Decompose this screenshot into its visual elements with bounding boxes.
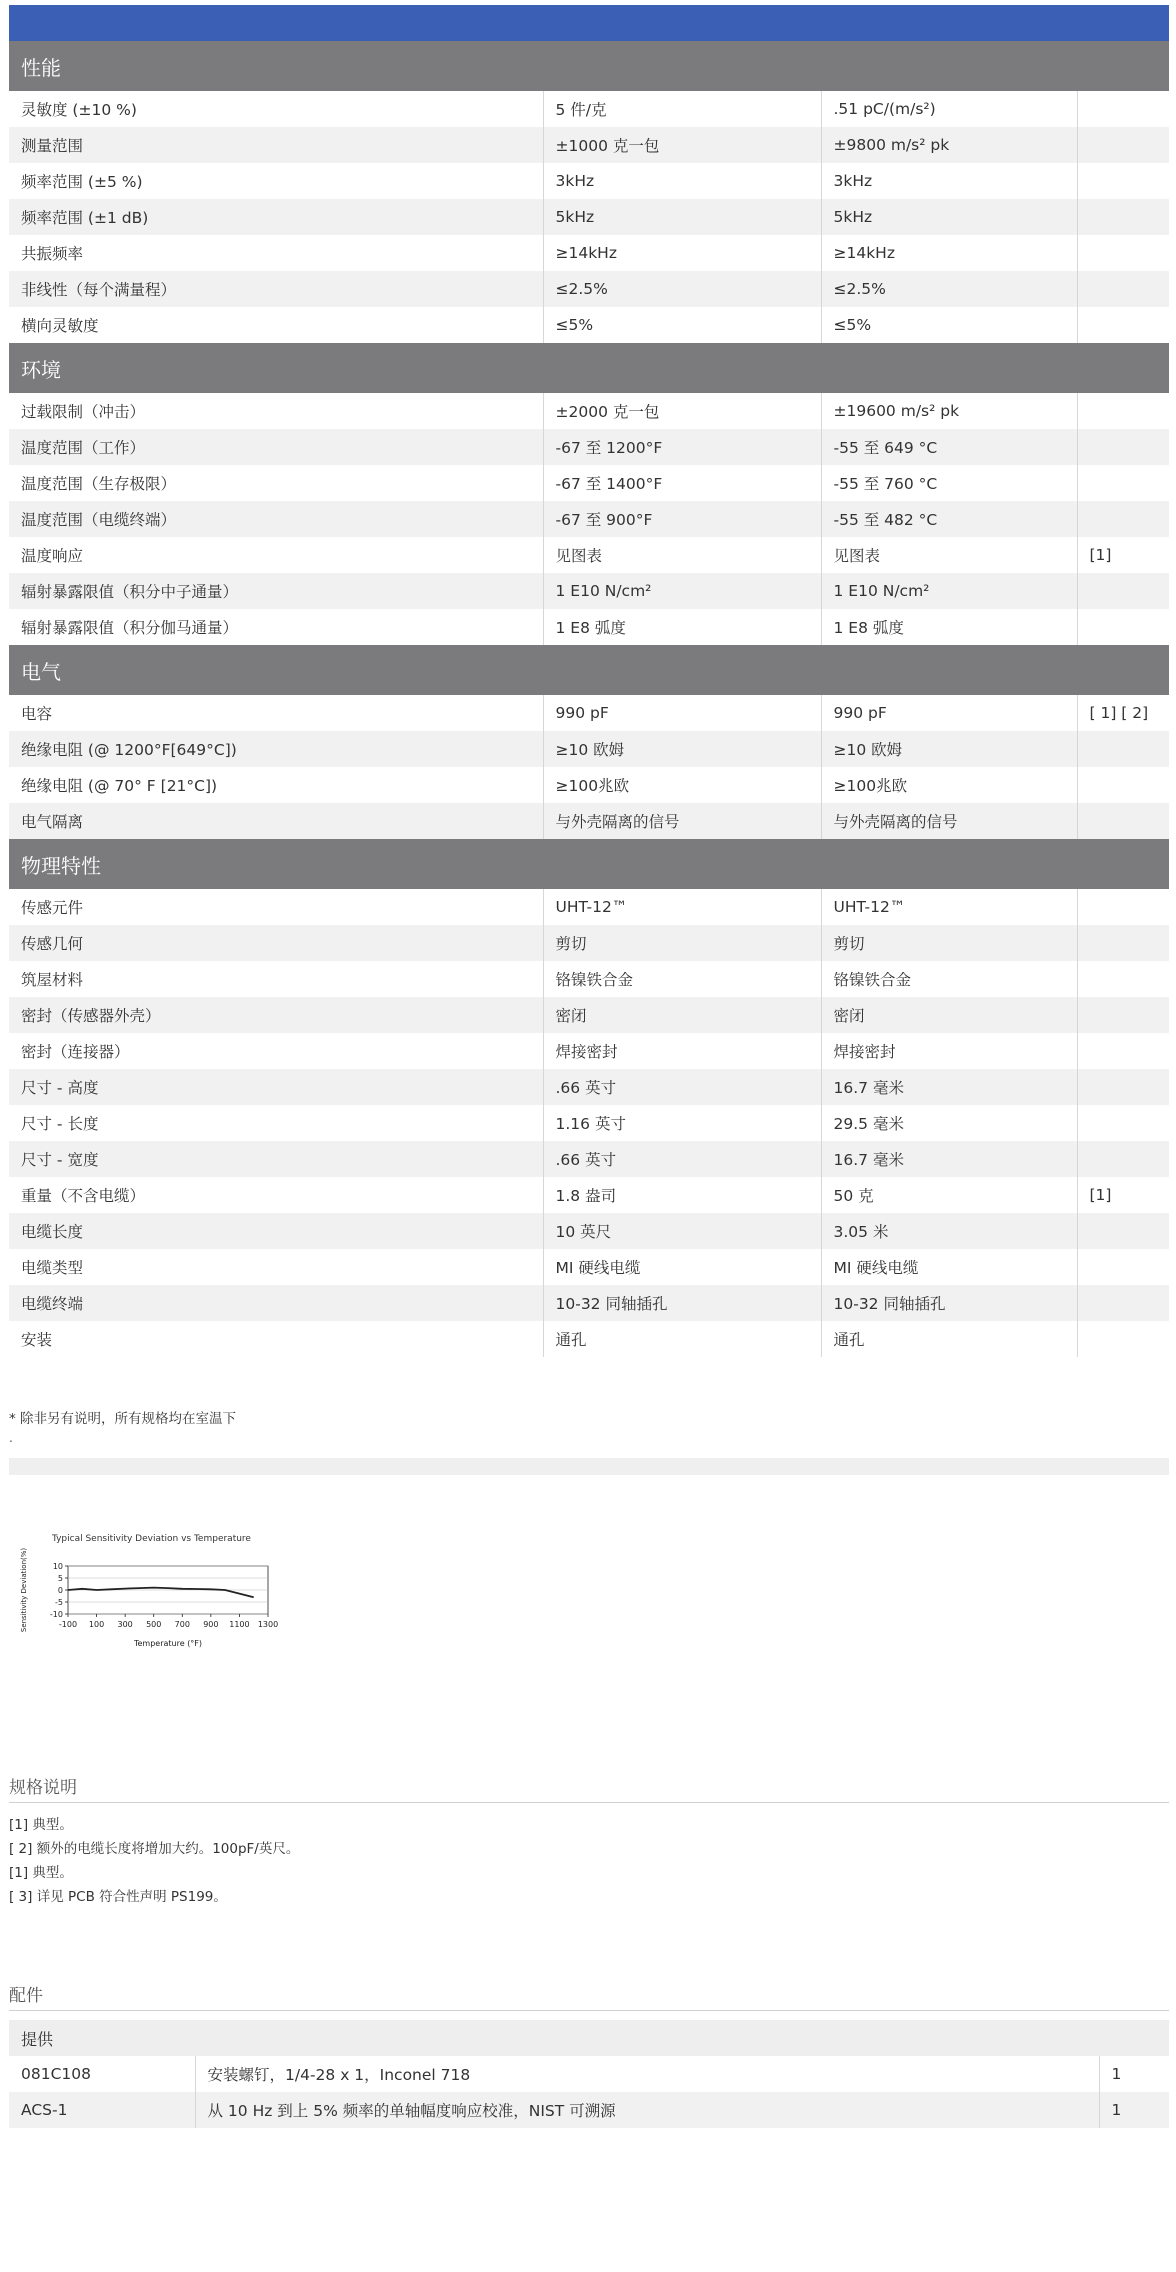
note-item: [1] 典型。 (9, 1817, 73, 1833)
spec-label: 温度范围（生存极限） (9, 465, 543, 501)
spec-value-imperial: -67 至 1200°F (543, 429, 821, 465)
accessories-table (9, 2020, 1169, 2128)
spec-label: 频率范围 (±5 %) (9, 163, 543, 199)
spec-value-imperial: ≤2.5% (543, 271, 821, 307)
section-header (9, 839, 1169, 889)
table-row (9, 573, 1169, 609)
footnote-block (9, 1408, 1169, 1444)
accessory-row (9, 2092, 1169, 2128)
spec-value-imperial: 与外壳隔离的信号 (543, 803, 821, 839)
spec-value-imperial: ±1000 克一包 (543, 127, 821, 163)
spec-note-ref (1077, 997, 1169, 1033)
temperature-chart (18, 1530, 298, 1666)
table-row (9, 767, 1169, 803)
accessory-model: ACS-1 (9, 2092, 195, 2128)
spec-label: 绝缘电阻 (@ 1200°F[649°C]) (9, 731, 543, 767)
spec-note-ref (1077, 1033, 1169, 1069)
spec-value-metric: ≤2.5% (821, 271, 1077, 307)
spec-value-imperial: 5kHz (543, 199, 821, 235)
spec-label: 测量范围 (9, 127, 543, 163)
table-row (9, 537, 1169, 573)
spec-note-ref: [ 1] [ 2] (1077, 695, 1169, 731)
notes-heading: 规格说明 (9, 1774, 1169, 1803)
spec-value-metric: 5kHz (821, 199, 1077, 235)
spec-label: 传感元件 (9, 889, 543, 925)
table-row (9, 1213, 1169, 1249)
spec-label: 电缆长度 (9, 1213, 543, 1249)
table-row (9, 307, 1169, 343)
spec-value-imperial: 3kHz (543, 163, 821, 199)
spec-note-ref (1077, 889, 1169, 925)
spec-label: 电缆终端 (9, 1285, 543, 1321)
spec-label: 共振频率 (9, 235, 543, 271)
spec-value-metric: 1 E10 N/cm² (821, 573, 1077, 609)
spec-value-imperial: 990 pF (543, 695, 821, 731)
spec-note-ref (1077, 271, 1169, 307)
accessory-quantity: 1 (1111, 2065, 1122, 2083)
spec-value-metric: 50 克 (821, 1177, 1077, 1213)
spec-value-imperial: 通孔 (543, 1321, 821, 1357)
spec-label: 安装 (9, 1321, 543, 1357)
spec-value-imperial: 10-32 同轴插孔 (543, 1285, 821, 1321)
spec-note-ref (1077, 925, 1169, 961)
spec-value-metric: 990 pF (821, 695, 1077, 731)
spec-value-metric: 3.05 米 (821, 1213, 1077, 1249)
spec-note-ref (1077, 393, 1169, 429)
spec-value-imperial: 剪切 (543, 925, 821, 961)
table-row (9, 1069, 1169, 1105)
section-header (9, 343, 1169, 393)
spec-value-imperial: 1.16 英寸 (543, 1105, 821, 1141)
spec-value-metric: 与外壳隔离的信号 (821, 803, 1077, 839)
spec-label: 尺寸 - 宽度 (9, 1141, 543, 1177)
table-row (9, 429, 1169, 465)
spec-value-imperial: ≥14kHz (543, 235, 821, 271)
spec-note-ref (1077, 731, 1169, 767)
spec-note-ref (1077, 1069, 1169, 1105)
spec-value-metric: 3kHz (821, 163, 1077, 199)
spec-label: 电气隔离 (9, 803, 543, 839)
spec-value-imperial: .66 英寸 (543, 1141, 821, 1177)
spec-note-ref (1077, 127, 1169, 163)
section-header (9, 41, 1169, 91)
spec-label: 非线性（每个满量程） (9, 271, 543, 307)
spec-note-ref (1077, 573, 1169, 609)
table-row (9, 925, 1169, 961)
y-tick-label: 5 (57, 1574, 63, 1583)
divider-strip (9, 1458, 1169, 1475)
spec-value-metric: ≥10 欧姆 (821, 731, 1077, 767)
spec-value-imperial: 10 英尺 (543, 1213, 821, 1249)
x-tick-label: -100 (58, 1620, 78, 1629)
y-tick-label: -10 (49, 1610, 63, 1619)
spec-value-imperial: ≤5% (543, 307, 821, 343)
spec-value-metric: -55 至 760 °C (821, 465, 1077, 501)
spec-label: 辐射暴露限值（积分伽马通量） (9, 609, 543, 645)
spec-table (9, 41, 1169, 1357)
table-row (9, 1249, 1169, 1285)
spec-value-metric: .51 pC/(m/s²) (821, 91, 1077, 127)
spec-value-metric: UHT-12™ (821, 889, 1077, 925)
spec-value-metric: ±9800 m/s² pk (821, 127, 1077, 163)
spec-note-ref (1077, 1213, 1169, 1249)
header-banner (9, 5, 1169, 41)
spec-value-metric: 通孔 (821, 1321, 1077, 1357)
table-row (9, 889, 1169, 925)
table-row (9, 1285, 1169, 1321)
table-row (9, 91, 1169, 127)
spec-value-imperial: UHT-12™ (543, 889, 821, 925)
spec-label: 筑屋材料 (9, 961, 543, 997)
spec-note-ref (1077, 465, 1169, 501)
accessory-description: 从 10 Hz 到上 5% 频率的单轴幅度响应校准，NIST 可溯源 (195, 2092, 1099, 2128)
spec-value-imperial: -67 至 900°F (543, 501, 821, 537)
spec-value-metric: 见图表 (821, 537, 1077, 573)
x-tick-label: 1100 (229, 1620, 250, 1629)
spec-note-ref: [1] (1077, 537, 1169, 573)
spec-note-ref (1077, 803, 1169, 839)
spec-note-ref (1077, 163, 1169, 199)
spec-label: 重量（不含电缆） (9, 1177, 543, 1213)
spec-value-imperial: ≥100兆欧 (543, 767, 821, 803)
spec-note-ref (1077, 307, 1169, 343)
spec-label: 绝缘电阻 (@ 70° F [21°C]) (9, 767, 543, 803)
spec-note-ref (1077, 91, 1169, 127)
section-title: 物理特性 (9, 839, 1169, 889)
spec-note-ref (1077, 429, 1169, 465)
accessory-description: 安装螺钉，1/4-28 x 1，Inconel 718 (195, 2056, 1099, 2092)
spec-label: 灵敏度 (±10 %) (9, 91, 543, 127)
spec-value-imperial: ±2000 克一包 (543, 393, 821, 429)
y-axis-label: Sensitivity Deviation(%) (20, 1547, 28, 1633)
spec-value-imperial: 铬镍铁合金 (543, 961, 821, 997)
spec-value-imperial: 5 件/克 (543, 91, 821, 127)
table-row (9, 695, 1169, 731)
spec-value-imperial: MI 硬线电缆 (543, 1249, 821, 1285)
notes-list (9, 1813, 1169, 1909)
spec-note-ref: [1] (1077, 1177, 1169, 1213)
spec-note-ref (1077, 1321, 1169, 1357)
spec-label: 横向灵敏度 (9, 307, 543, 343)
table-row (9, 199, 1169, 235)
chart-title: Typical Sensitivity Deviation vs Temperature (52, 1534, 251, 1544)
spec-note-ref (1077, 1141, 1169, 1177)
spec-value-imperial: 1 E10 N/cm² (543, 573, 821, 609)
spec-note-ref (1077, 961, 1169, 997)
table-row (9, 803, 1169, 839)
spec-value-metric: 铬镍铁合金 (821, 961, 1077, 997)
spec-value-metric: 焊接密封 (821, 1033, 1077, 1069)
spec-label: 过载限制（冲击） (9, 393, 543, 429)
series-line (68, 1588, 254, 1598)
spec-value-metric: 29.5 毫米 (821, 1105, 1077, 1141)
section-header (9, 645, 1169, 695)
table-row (9, 465, 1169, 501)
table-row (9, 961, 1169, 997)
y-tick-label: 0 (57, 1586, 63, 1595)
x-tick-label: 500 (146, 1620, 162, 1629)
section-title: 电气 (9, 645, 1169, 695)
spec-note-ref (1077, 199, 1169, 235)
table-row (9, 235, 1169, 271)
table-row (9, 1033, 1169, 1069)
y-tick-label: -5 (55, 1598, 63, 1607)
spec-note-ref (1077, 1285, 1169, 1321)
spec-value-imperial: 密闭 (543, 997, 821, 1033)
spec-value-metric: ≥100兆欧 (821, 767, 1077, 803)
table-row (9, 1177, 1169, 1213)
spec-value-imperial: 见图表 (543, 537, 821, 573)
spec-value-imperial: .66 英寸 (543, 1069, 821, 1105)
note-item: [ 2] 额外的电缆长度将增加大约。100pF/英尺。 (9, 1841, 300, 1857)
footnote-text: * 除非另有说明，所有规格均在室温下 (9, 1411, 237, 1427)
x-axis-label: Temperature (°F) (133, 1639, 203, 1648)
spec-note-ref (1077, 1105, 1169, 1141)
note-item: [1] 典型。 (9, 1865, 73, 1881)
accessory-model: 081C108 (9, 2056, 195, 2092)
spec-value-metric: 16.7 毫米 (821, 1069, 1077, 1105)
chart-svg (18, 1530, 298, 1666)
spec-value-imperial: 焊接密封 (543, 1033, 821, 1069)
spec-label: 温度响应 (9, 537, 543, 573)
x-tick-label: 100 (88, 1620, 105, 1629)
table-row (9, 501, 1169, 537)
spec-value-imperial: -67 至 1400°F (543, 465, 821, 501)
accessory-row (9, 2056, 1169, 2092)
x-tick-label: 300 (117, 1620, 133, 1629)
spec-page (9, 5, 1169, 1357)
table-row (9, 1105, 1169, 1141)
spec-note-ref (1077, 235, 1169, 271)
accessories-group-label: 提供 (9, 2020, 1169, 2056)
spec-value-imperial: 1 E8 弧度 (543, 609, 821, 645)
spec-value-metric: 10-32 同轴插孔 (821, 1285, 1077, 1321)
table-row (9, 163, 1169, 199)
spec-label: 温度范围（电缆终端） (9, 501, 543, 537)
spec-value-imperial: ≥10 欧姆 (543, 731, 821, 767)
spec-note-ref (1077, 609, 1169, 645)
spec-label: 尺寸 - 长度 (9, 1105, 543, 1141)
spec-label: 传感几何 (9, 925, 543, 961)
spec-label: 温度范围（工作） (9, 429, 543, 465)
table-row (9, 1321, 1169, 1357)
spec-label: 密封（连接器） (9, 1033, 543, 1069)
table-row (9, 127, 1169, 163)
spec-label: 电缆类型 (9, 1249, 543, 1285)
section-title: 性能 (9, 41, 1169, 91)
spec-note-ref (1077, 501, 1169, 537)
table-row (9, 271, 1169, 307)
y-tick-label: 10 (52, 1562, 63, 1571)
spec-value-metric: 1 E8 弧度 (821, 609, 1077, 645)
spec-value-imperial: 1.8 盎司 (543, 1177, 821, 1213)
table-row (9, 393, 1169, 429)
table-row (9, 609, 1169, 645)
note-item: [ 3] 详见 PCB 符合性声明 PS199。 (9, 1889, 227, 1905)
spec-value-metric: -55 至 649 °C (821, 429, 1077, 465)
x-tick-label: 1300 (257, 1620, 279, 1629)
footnote-dot: . (9, 1431, 13, 1445)
accessory-quantity: 1 (1099, 2092, 1169, 2128)
table-row (9, 1141, 1169, 1177)
spec-value-metric: -55 至 482 °C (821, 501, 1077, 537)
accessories-heading: 配件 (9, 1982, 1169, 2011)
x-tick-label: 700 (174, 1620, 190, 1629)
section-title: 环境 (9, 343, 1169, 393)
spec-label: 密封（传感器外壳） (9, 997, 543, 1033)
spec-label: 辐射暴露限值（积分中子通量） (9, 573, 543, 609)
spec-label: 电容 (9, 695, 543, 731)
spec-value-metric: 密闭 (821, 997, 1077, 1033)
spec-value-metric: 16.7 毫米 (821, 1141, 1077, 1177)
table-row (9, 731, 1169, 767)
table-row (9, 997, 1169, 1033)
spec-label: 频率范围 (±1 dB) (9, 199, 543, 235)
spec-value-metric: ≥14kHz (821, 235, 1077, 271)
spec-value-metric: ≤5% (821, 307, 1077, 343)
spec-value-metric: ±19600 m/s² pk (821, 393, 1077, 429)
spec-value-metric: 剪切 (821, 925, 1077, 961)
spec-value-metric: MI 硬线电缆 (821, 1249, 1077, 1285)
accessories-group (9, 2020, 1169, 2056)
spec-note-ref (1077, 1249, 1169, 1285)
spec-note-ref (1077, 767, 1169, 803)
spec-label: 尺寸 - 高度 (9, 1069, 543, 1105)
x-tick-label: 900 (203, 1620, 219, 1629)
